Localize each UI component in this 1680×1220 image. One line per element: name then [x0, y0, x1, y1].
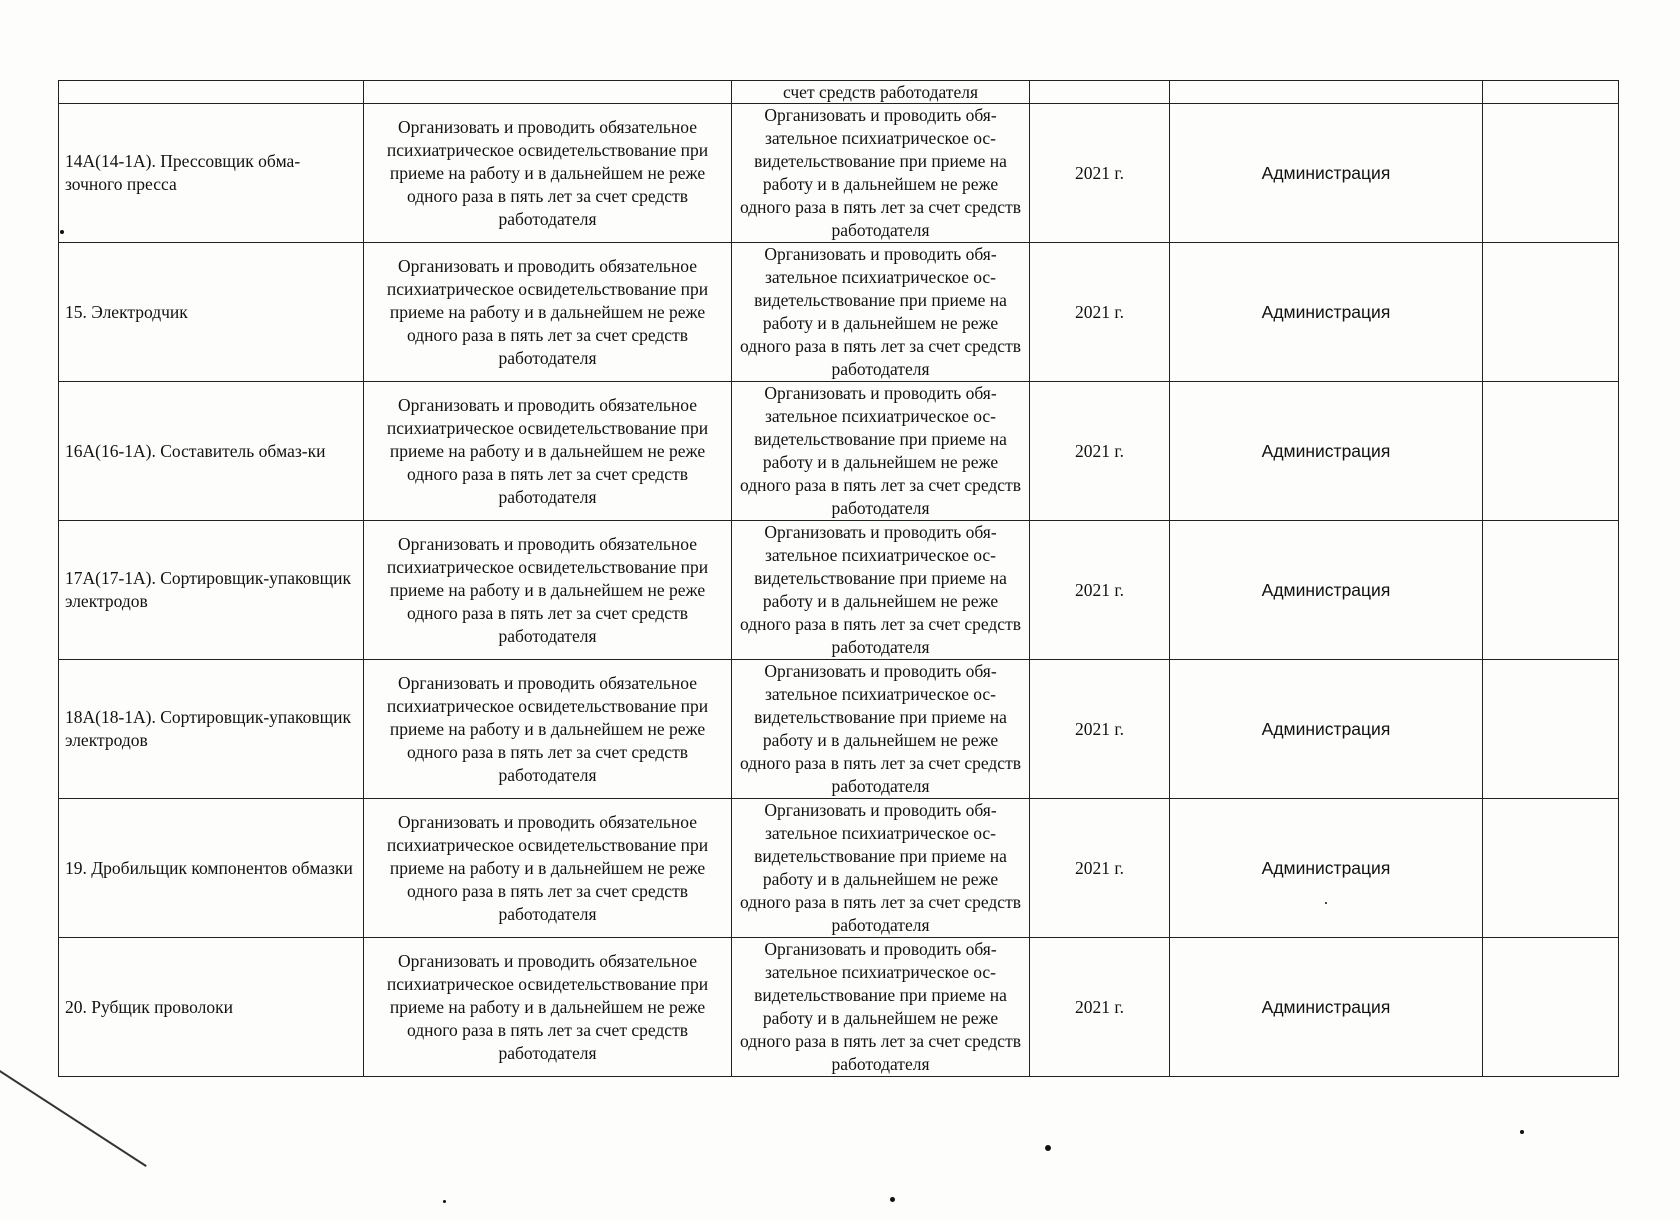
cell-result: Организовать и проводить обя-зательное психиатрическое ос-видетельствование при приеме на работу и в дальнейшем не реже одного раза в пять лет за счет средств работодателя: [732, 382, 1030, 521]
cell-deadline: 2021 г.: [1030, 799, 1170, 938]
cell-result: Организовать и проводить обя-зательное психиатрическое ос-видетельствование при приеме на работу и в дальнейшем не реже одного раза в пять лет за счет средств работодателя: [732, 660, 1030, 799]
cell-result: счет средств работодателя: [732, 81, 1030, 104]
cell-responsible: Администрация: [1170, 938, 1483, 1077]
cell-measure: Организовать и проводить обязательное психиатрическое освидетельствование при приеме на работу и в дальнейшем не реже одного раза в пять лет за счет средств работодателя: [364, 382, 732, 521]
table-row: [59, 382, 1619, 521]
cell-note: [1483, 799, 1619, 938]
table-row: [59, 521, 1619, 660]
scan-speck: [1045, 1145, 1051, 1151]
cell-position: [59, 81, 364, 104]
cell-responsible: Администрация: [1170, 660, 1483, 799]
scan-speck: [1520, 1130, 1524, 1134]
cell-measure: Организовать и проводить обязательное психиатрическое освидетельствование при приеме на работу и в дальнейшем не реже одного раза в пять лет за счет средств работодателя: [364, 799, 732, 938]
cell-note: [1483, 382, 1619, 521]
cell-position: 14А(14-1А). Прессовщик обма-зочного пресса: [59, 104, 364, 243]
cell-measure: Организовать и проводить обязательное психиатрическое освидетельствование при приеме на работу и в дальнейшем не реже одного раза в пять лет за счет средств работодателя: [364, 938, 732, 1077]
cell-deadline: 2021 г.: [1030, 938, 1170, 1077]
cell-deadline: 2021 г.: [1030, 243, 1170, 382]
cell-position: 19. Дробильщик компонентов обмазки: [59, 799, 364, 938]
cell-result: Организовать и проводить обя-зательное психиатрическое ос-видетельствование при приеме на работу и в дальнейшем не реже одного раза в пять лет за счет средств работодателя: [732, 938, 1030, 1077]
table-row: [59, 799, 1619, 938]
cell-result: Организовать и проводить обя-зательное психиатрическое ос-видетельствование при приеме на работу и в дальнейшем не реже одного раза в пять лет за счет средств работодателя: [732, 521, 1030, 660]
cell-note: [1483, 243, 1619, 382]
scan-speck: [60, 230, 64, 234]
cell-deadline: 2021 г.: [1030, 660, 1170, 799]
cell-measure: Организовать и проводить обязательное психиатрическое освидетельствование при приеме на работу и в дальнейшем не реже одного раза в пять лет за счет средств работодателя: [364, 521, 732, 660]
cell-responsible: Администрация: [1170, 243, 1483, 382]
cell-position: 16А(16-1А). Составитель обмаз-ки: [59, 382, 364, 521]
cell-note: [1483, 104, 1619, 243]
cell-deadline: [1030, 81, 1170, 104]
scan-speck: [1325, 902, 1327, 904]
cell-position: 17А(17-1А). Сортировщик-упаковщик электродов: [59, 521, 364, 660]
cell-measure: [364, 81, 732, 104]
cell-note: [1483, 81, 1619, 104]
cell-note: [1483, 938, 1619, 1077]
cell-position: 15. Электродчик: [59, 243, 364, 382]
measures-table: [58, 80, 1619, 1077]
cell-responsible: Администрация: [1170, 382, 1483, 521]
cell-result: Организовать и проводить обя-зательное психиатрическое ос-видетельствование при приеме на работу и в дальнейшем не реже одного раза в пять лет за счет средств работодателя: [732, 104, 1030, 243]
cell-responsible: Администрация: [1170, 521, 1483, 660]
cell-note: [1483, 521, 1619, 660]
cell-position: 18А(18-1А). Сортировщик-упаковщик электродов: [59, 660, 364, 799]
cell-deadline: 2021 г.: [1030, 382, 1170, 521]
table-row: [59, 938, 1619, 1077]
cell-result: Организовать и проводить обя-зательное психиатрическое ос-видетельствование при приеме на работу и в дальнейшем не реже одного раза в пять лет за счет средств работодателя: [732, 243, 1030, 382]
scan-speck: [890, 1197, 895, 1202]
cell-result: Организовать и проводить обя-зательное психиатрическое ос-видетельствование при приеме на работу и в дальнейшем не реже одного раза в пять лет за счет средств работодателя: [732, 799, 1030, 938]
cell-measure: Организовать и проводить обязательное психиатрическое освидетельствование при приеме на работу и в дальнейшем не реже одного раза в пять лет за счет средств работодателя: [364, 243, 732, 382]
cell-note: [1483, 660, 1619, 799]
table-row-continuation: [59, 81, 1619, 104]
table-row: [59, 243, 1619, 382]
cell-position: 20. Рубщик проволоки: [59, 938, 364, 1077]
cell-measure: Организовать и проводить обязательное психиатрическое освидетельствование при приеме на работу и в дальнейшем не реже одного раза в пять лет за счет средств работодателя: [364, 660, 732, 799]
scan-speck: [443, 1200, 446, 1203]
cell-deadline: 2021 г.: [1030, 104, 1170, 243]
cell-responsible: Администрация: [1170, 799, 1483, 938]
cell-measure: Организовать и проводить обязательное психиатрическое освидетельствование при приеме на работу и в дальнейшем не реже одного раза в пять лет за счет средств работодателя: [364, 104, 732, 243]
table-row: [59, 660, 1619, 799]
cell-responsible: [1170, 81, 1483, 104]
table-row: [59, 104, 1619, 243]
cell-deadline: 2021 г.: [1030, 521, 1170, 660]
cell-responsible: Администрация: [1170, 104, 1483, 243]
scan-scratch: [0, 1070, 147, 1167]
